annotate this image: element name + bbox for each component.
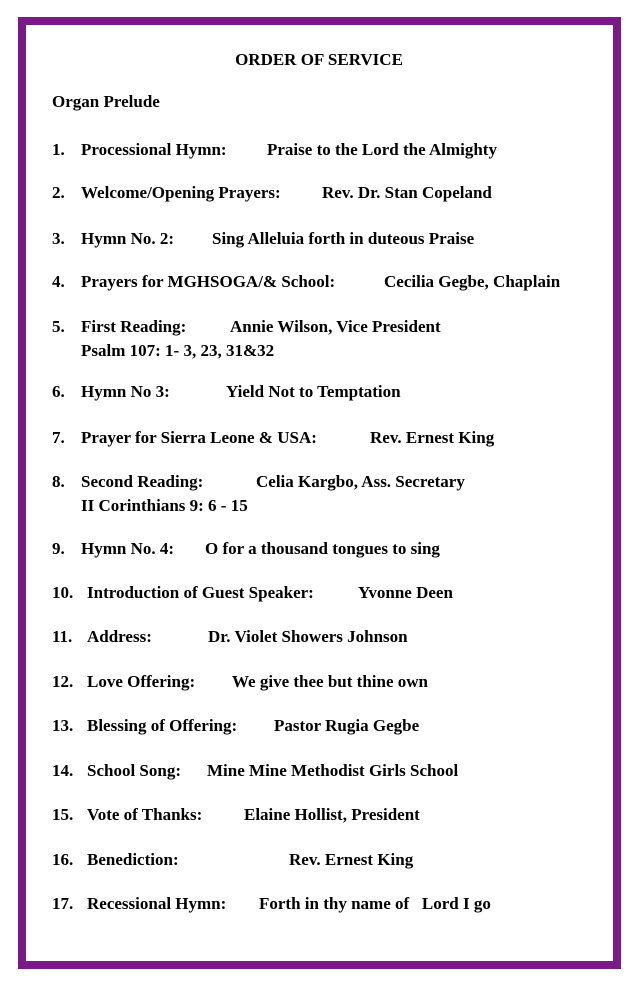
page-title: ORDER OF SERVICE — [235, 50, 403, 69]
service-item-5-reading: Psalm 107: 1- 3, 23, 31&32 — [81, 341, 275, 360]
service-item-8-reading: II Corinthians 9: 6 - 15 — [81, 496, 248, 515]
organ-prelude: Organ Prelude — [52, 92, 160, 111]
